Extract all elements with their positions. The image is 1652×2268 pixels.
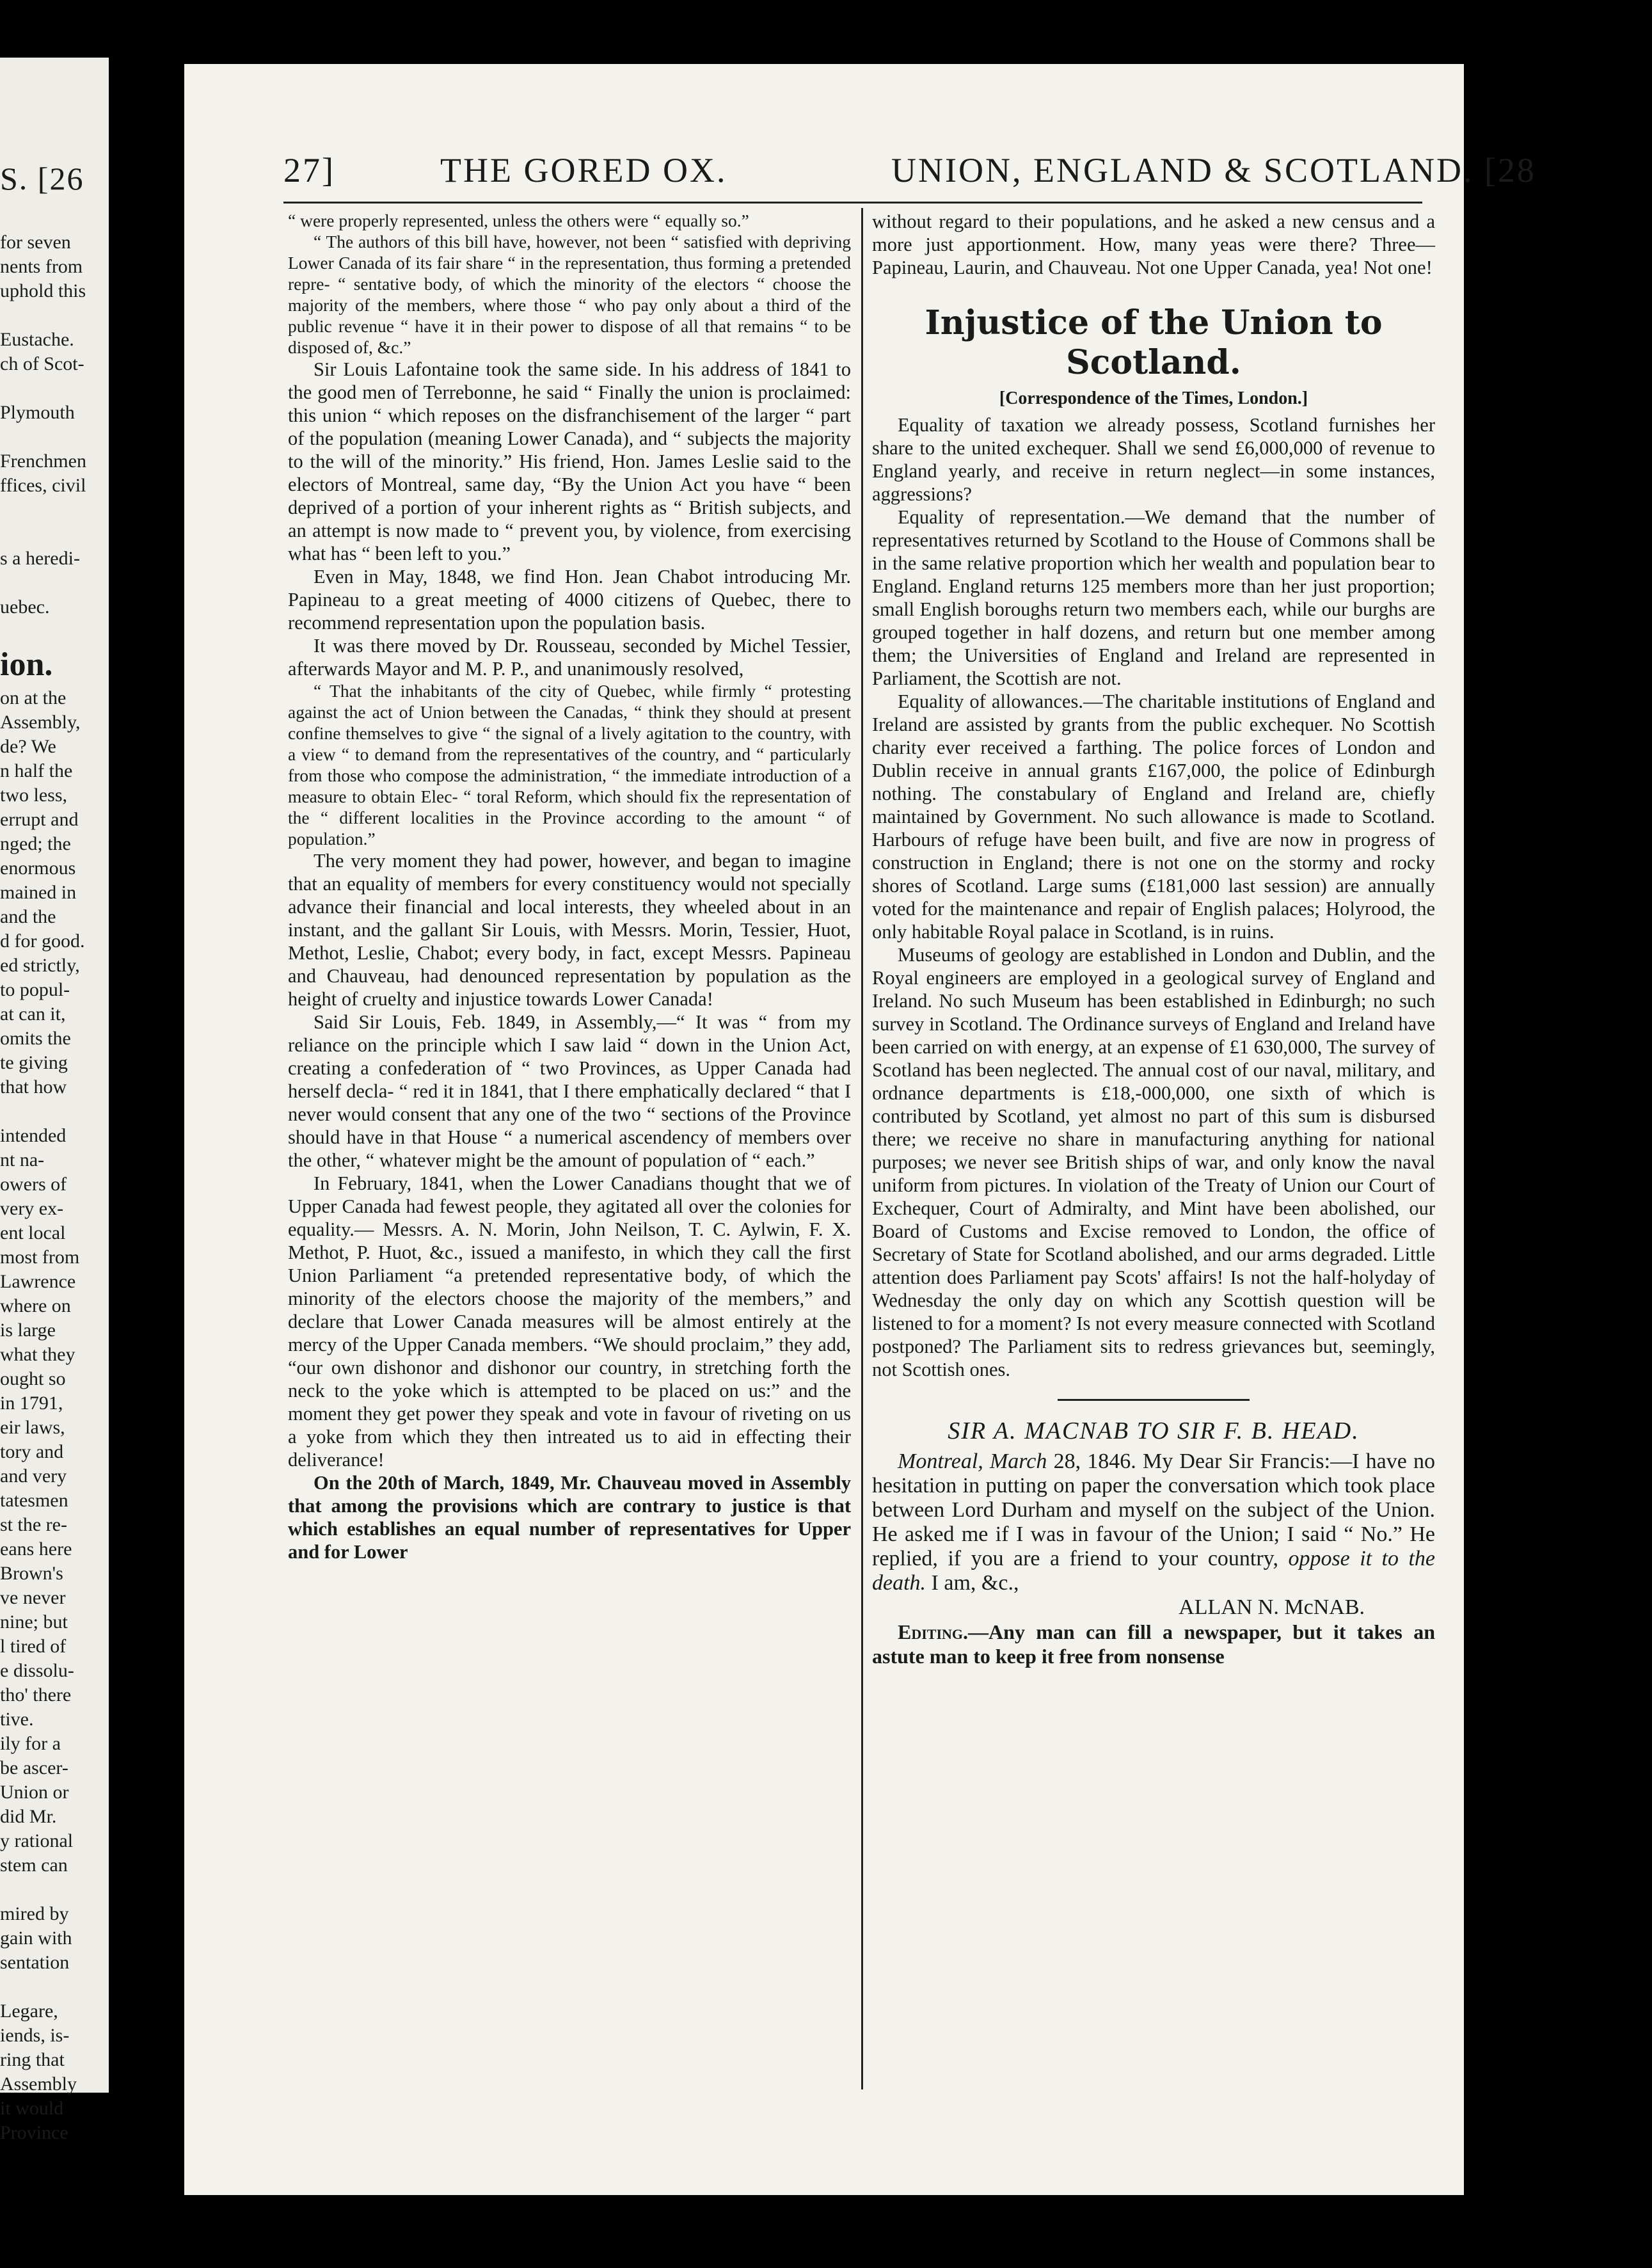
previous-page-line: omits the xyxy=(0,1028,71,1049)
previous-page-edge xyxy=(0,58,109,2143)
previous-page-line: for seven xyxy=(0,232,71,253)
previous-page-line: mained in xyxy=(0,882,77,903)
letter-emphasis: oppose it to the death. xyxy=(872,1547,1435,1595)
continuation-paragraph: without regard to their populations, and he asked a new census and a more just apportionment. How, many yeas were there? Three—Papineau, Laurin, and Chauveau. Not one Upper Canada, yea! Not one! xyxy=(872,211,1435,278)
letter-date: 28, 1846. xyxy=(1053,1449,1136,1473)
quoted-paragraph: “ The authors of this bill have, however, not been “ satisfied with depriving Lower Canada of its fair share “ in the representation, thus forming a pretended repre- “ sentative body, of which the minority of the electors “ choose the majority of the members, where those “ who pay only about a third of the public revenue “ have it in their power to dispose of all that remains “ to be disposed of, &c.” xyxy=(288,232,851,357)
previous-page-line: ffices, civil xyxy=(0,475,86,496)
right-column xyxy=(872,210,1435,1668)
body-paragraph: On the 20th of March, 1849, Mr. Chauveau moved in Assembly that among the provisions which are contrary to justice is that which establishes an equal number of representatives for Upper and for Lower xyxy=(288,1472,851,1563)
previous-page-line: at can it, xyxy=(0,1003,66,1025)
previous-page-line: two less, xyxy=(0,785,67,806)
previous-page-line: l tired of xyxy=(0,1636,67,1657)
previous-page-line: where on xyxy=(0,1295,71,1316)
previous-page-line xyxy=(0,1975,109,1999)
previous-page-line xyxy=(0,571,109,595)
page-number: 27] xyxy=(283,151,335,189)
previous-page-line: to popul- xyxy=(0,979,70,1000)
previous-page-line: te giving xyxy=(0,1052,68,1073)
article-source: [Correspondence of the Times, London.] xyxy=(999,388,1308,408)
previous-page-line: ent local xyxy=(0,1222,66,1243)
previous-page-line: ought so xyxy=(0,1368,66,1389)
previous-page-line xyxy=(0,1878,109,1902)
previous-page-line: what they xyxy=(0,1344,75,1365)
previous-page-line: Lawrence xyxy=(0,1271,76,1292)
newspaper-page xyxy=(184,64,1536,2195)
previous-page-line: iends, is- xyxy=(0,2025,70,2046)
previous-page-text xyxy=(0,230,109,2145)
previous-page-line: be ascer- xyxy=(0,1757,68,1778)
previous-page-line xyxy=(0,303,109,328)
body-paragraph: Even in May, 1848, we find Hon. Jean Chabot introducing Mr. Papineau to a great meeting of 4000 citizens of Quebec, there to recommend representation upon the population basis. xyxy=(288,566,851,634)
previous-page-line: did Mr. xyxy=(0,1806,57,1827)
previous-page-line: on at the xyxy=(0,687,67,708)
previous-page-line: d for good. xyxy=(0,930,85,952)
previous-page-line: Union or xyxy=(0,1782,69,1803)
previous-page-line: it would xyxy=(0,2098,64,2119)
previous-page-line: tatesmen xyxy=(0,1490,68,1511)
article-paragraph: Equality of allowances.—The charitable institutions of England and Ireland are assisted by grants from the public exchequer. No Scottish charity ever received a farthing. The police forces of London and Dublin receive in annual grants £167,000, the police of Edinburgh nothing. The constabulary of England and Ireland are, chiefly maintained by Government. No such allowance is made to Scotland. Harbours of refuge have been built, and five are now in progress of construction in England; there is not one on the stormy and rocky shores of Scotland. Large sums (£181,000 last session) are annually voted for the maintenance and repair of English palaces; Holyrood, the only habitable Royal palace in Scotland, is in ruins. xyxy=(872,691,1435,943)
previous-page-line: tho' there xyxy=(0,1684,72,1705)
quoted-paragraph: “ were properly represented, unless the others were “ equally so.” xyxy=(288,211,749,230)
previous-page-line: Assembly, xyxy=(0,712,81,733)
letter-title: SIR A. MACNAB TO SIR F. B. HEAD. xyxy=(948,1418,1360,1444)
previous-page-line: e dissolu- xyxy=(0,1660,74,1681)
previous-page-line: ch of Scot- xyxy=(0,353,84,374)
previous-page-line xyxy=(0,425,109,449)
previous-page-line: eans here xyxy=(0,1538,72,1560)
previous-page-line: ion. xyxy=(0,646,53,683)
previous-page-header: S. [26 xyxy=(0,161,84,196)
previous-page-line: is large xyxy=(0,1320,56,1341)
previous-page-line: enormous xyxy=(0,858,76,879)
left-column xyxy=(288,210,851,1563)
previous-page-line: Eustache. xyxy=(0,329,74,350)
previous-page-line: eir laws, xyxy=(0,1417,65,1438)
article-paragraph: Equality of representation.—We demand that the number of representatives returned by Scotland to the House of Commons shall be in the same relative proportion which her wealth and population bear to England. England returns 125 members more than her just proportion; small English boroughs return two members each, while our burghs are grouped together in half dozens, and return but one member among them; the Universities of England and Ireland are represented in Parliament, the Scottish are not. xyxy=(872,506,1435,689)
letter-body xyxy=(872,1449,1435,1595)
previous-page-line xyxy=(0,376,109,401)
previous-page-line: stem can xyxy=(0,1855,68,1876)
running-title-right: UNION, ENGLAND & SCOTLAND. [28 xyxy=(891,151,1536,189)
letter-text: My Dear Sir Francis:—I have no hesitation in putting on paper the conversation which took place between Lord Durham and myself on the subject of the Union. He asked me if I was in favour of the Union; I said “ No.” He replied, if you are a friend to your country, xyxy=(872,1449,1435,1570)
previous-page-line: nine; but xyxy=(0,1611,68,1633)
quoted-paragraph: “ That the inhabitants of the city of Quebec, while firmly “ protesting against the act of Union between the Canadas, “ think they should at present confine themselves to give “ the signal of a lively agitation to the country, with a view “ to demand from the representatives of the country, and “ particularly from those who compose the administration, “ the immediate introduction of a measure to obtain Elec- “ toral Reform, which should fix the representation of the “ different localities in the Province according to the amount “ of population.” xyxy=(288,681,851,849)
previous-page-line: and the xyxy=(0,906,56,927)
previous-page-line: ed strictly, xyxy=(0,955,80,976)
previous-page-line: sentation xyxy=(0,1952,70,1973)
previous-page-line xyxy=(0,522,109,547)
letter-closing: I am, &c., xyxy=(931,1571,1019,1595)
previous-page-line: Brown's xyxy=(0,1563,63,1584)
previous-page-line: very ex- xyxy=(0,1198,64,1219)
article-paragraph: Equality of taxation we already possess, Scotland furnishes her share to the united exchequer. Shall we send £6,000,000 of revenue to England yearly, and receive in return neglect—in some instances, aggressions? xyxy=(872,414,1435,505)
previous-page-line: uebec. xyxy=(0,596,50,618)
previous-page-line xyxy=(0,1099,109,1124)
previous-page-line: tive. xyxy=(0,1709,34,1730)
previous-page-line: st the re- xyxy=(0,1514,67,1535)
previous-page-line: mired by xyxy=(0,1903,69,1924)
previous-page-line: nt na- xyxy=(0,1149,45,1170)
body-paragraph: It was there moved by Dr. Rousseau, seconded by Michel Tessier, afterwards Mayor and M. P. P., and unanimously resolved, xyxy=(288,635,851,680)
previous-page-line: nents from xyxy=(0,256,83,277)
previous-page-line: n half the xyxy=(0,760,73,781)
previous-page-line: Province xyxy=(0,2122,68,2143)
previous-page-line: y rational xyxy=(0,1830,74,1851)
body-paragraph: The very moment they had power, however, and began to imagine that an equality of members for every constituency would not specially advance their financial and local interests, they wheeled about in an instant, and the gallant Sir Louis, with Messrs. Morin, Tessier, Huot, Methot, Leslie, Chabot; every body, in fact, except Messrs. Papineau and Chauveau, had denounced representation by population as the height of cruelty and injustice towards Lower Canada! xyxy=(288,850,851,1010)
previous-page-line: Plymouth xyxy=(0,402,75,423)
previous-page-line: most from xyxy=(0,1247,80,1268)
body-paragraph: Sir Louis Lafontaine took the same side. In his address of 1841 to the good men of Terrebonne, he said “ Finally the union is proclaimed: this union “ which reposes on the disfranchisement of the larger “ part of the population (meaning Lower Canada), and “ subjects the majority to the will of the minority.” His friend, Hon. James Leslie said to the electors of Montreal, same day, “By the Union Act you have “ been deprived of a portion of your inherent rights as “ British subjects, and an attempt is now made to “ prevent you, by violence, from exercising what has “ been left to you.” xyxy=(288,358,851,564)
previous-page-line: gain with xyxy=(0,1928,72,1949)
previous-page-line: and very xyxy=(0,1465,67,1487)
body-paragraph: In February, 1841, when the Lower Canadians thought that we of Upper Canada had fewest people, they agitated all over the colonies for equality.— Messrs. A. N. Morin, John Neilson, T. C. Aylwin, F. X. Methot, P. Huot, &c., issued a manifesto, in which they call the first Union Parliament “a pretended representative body, of which the minority of the electors choose the majority of the members,” and declare that Lower Canada measures will be almost entirely at the mercy of the Upper Canada members. “We should proclaim,” they add, “our own dishonor and dishonor our country, in stretching forth the neck to the yoke which is attempted to be placed on us:” and the moment they get power they speak and vote in favour of riveting on us a yoke from which they then intreated us to aid in effecting their deliverance! xyxy=(288,1172,851,1471)
editing-note xyxy=(872,1620,1435,1668)
previous-page-line: Assembly xyxy=(0,2073,77,2095)
previous-page-line: uphold this xyxy=(0,280,86,301)
article-title: Injustice of the Union to Scotland. xyxy=(925,303,1383,382)
previous-page-line: in 1791, xyxy=(0,1393,63,1414)
previous-page-line: owers of xyxy=(0,1174,67,1195)
previous-page-line: Frenchmen xyxy=(0,451,86,472)
running-title-left: THE GORED OX. xyxy=(440,151,727,189)
previous-page-line: ily for a xyxy=(0,1733,61,1754)
previous-page-line: intended xyxy=(0,1125,67,1146)
editing-text: —Any man can fill a newspaper, but it takes an astute man to keep it free from nonsense xyxy=(872,1620,1435,1668)
previous-page-line: that how xyxy=(0,1076,67,1098)
header-rule xyxy=(283,202,1422,204)
previous-page-line: de? We xyxy=(0,736,56,757)
column-divider xyxy=(861,208,863,2089)
previous-page-line: ve never xyxy=(0,1587,66,1608)
previous-page-line xyxy=(0,498,109,522)
previous-page-line: Legare, xyxy=(0,2000,58,2022)
previous-page-line: errupt and xyxy=(0,809,79,830)
previous-page-line: s a heredi- xyxy=(0,548,80,569)
previous-page-line: nged; the xyxy=(0,833,71,854)
letter-signature: ALLAN N. McNAB. xyxy=(1179,1595,1365,1619)
letter-dateline: Montreal, March xyxy=(898,1449,1047,1473)
editing-label: Editing. xyxy=(898,1620,969,1643)
previous-page-line: tory and xyxy=(0,1441,64,1462)
article-paragraph: Museums of geology are established in London and Dublin, and the Royal engineers are employed in a geological survey of England and Ireland. No such Museum has been established in Edinburgh; no such survey in Scotland. The Ordinance surveys of England and Ireland have been carried on with energy, at an expense of £1 630,000, The survey of Scotland has been neglected. The annual cost of our naval, military, and ordnance departments is £18,-000,000, one sixth of which is contributed by Scotland, yet almost no part of this sum is disbursed there; we receive no share in manufacturing anything for national purposes; we never see British ships of war, and only know the naval uniform from pictures. In violation of the Treaty of Union our Court of Exchequer, Court of Admiralty, and Mint have been abolished, our Board of Customs and Excise removed to London, the office of Secretary of State for Scotland abolished, and our arms degraded. Little attention does Parliament pay Scots' affairs! Is not the half-holyday of Wednesday the only day on which any Scottish question will be listened to for a moment? Is not every measure connected with Scotland postponed? The Parliament sits to redress grievances but, seemingly, not Scottish ones. xyxy=(872,944,1435,1380)
previous-page-line: ring that xyxy=(0,2049,65,2070)
previous-page-line xyxy=(0,619,109,644)
body-paragraph: Said Sir Louis, Feb. 1849, in Assembly,—“ It was “ from my reliance on the principle which I saw laid “ down in the Union Act, creating a confederation of “ two Provinces, as Upper Canada had herself decla- “ red it in 1841, that I there emphatically declared “ that I never would consent that any one of the two “ sections of the Province should have in that House “ a numerical ascendency of members over the other, “ whatever might be the amount of population of “ each.” xyxy=(288,1011,851,1171)
section-divider xyxy=(1058,1399,1250,1401)
